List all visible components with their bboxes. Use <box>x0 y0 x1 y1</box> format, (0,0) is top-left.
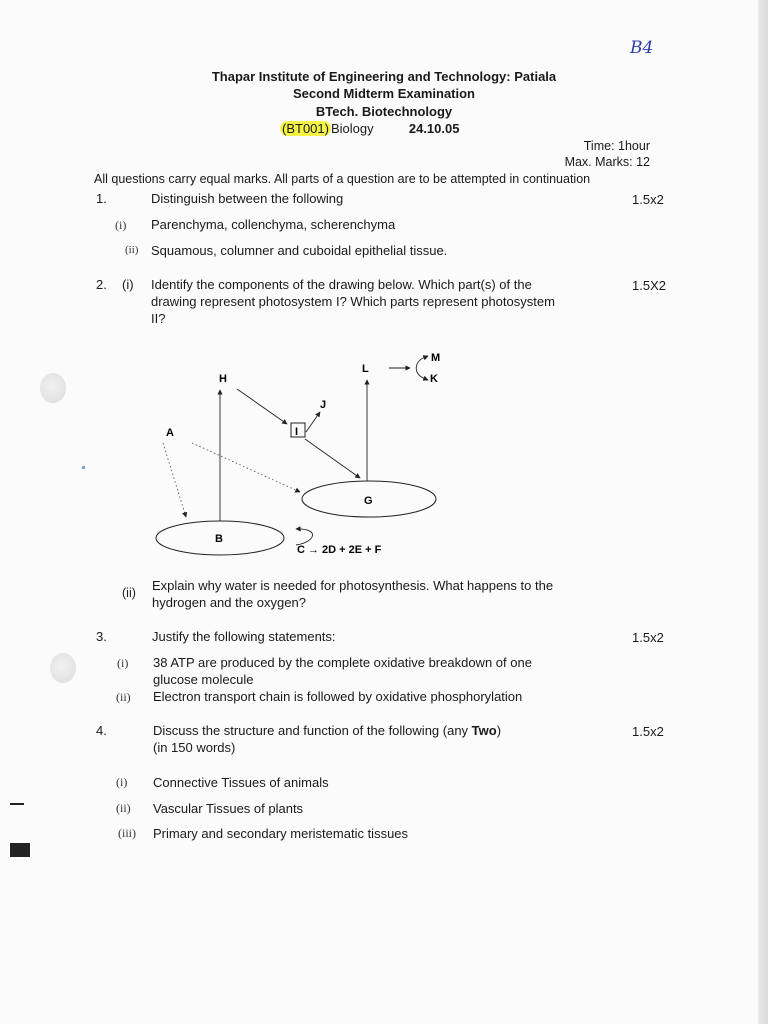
q4-part-text: Vascular Tissues of plants <box>153 801 304 816</box>
arrow-h-to-i <box>237 389 287 424</box>
q3-part-line: glucose molecule <box>153 672 254 687</box>
q3-part-line: Electron transport chain is followed by oxidative phosphorylation <box>153 689 523 704</box>
arrow-i-to-g <box>305 439 360 478</box>
q1-text: Distinguish between the following <box>151 191 344 206</box>
label-g: G <box>364 495 373 507</box>
q2-number: 2. <box>96 277 107 292</box>
bracket-m-k <box>416 357 426 379</box>
label-j: J <box>320 399 327 411</box>
q1-part-text: Parenchyma, collenchyma, scherenchyma <box>151 217 396 232</box>
label-h: H <box>219 373 227 385</box>
q4-part-text: Connective Tissues of animals <box>153 775 329 790</box>
q4-part-label: (ii) <box>116 801 131 815</box>
instructions: All questions carry equal marks. All parts of a question are to be attempted in continuation <box>94 172 591 186</box>
q2-text-line: II? <box>151 311 166 326</box>
q1-part-label: (i) <box>115 218 127 232</box>
dotted-arrow-a-to-g <box>192 443 300 492</box>
q1-marks: 1.5x2 <box>632 192 664 207</box>
q4-marks: 1.5x2 <box>632 724 664 739</box>
label-equation: C → 2D + 2E + F <box>297 544 382 556</box>
q3-number: 3. <box>96 629 107 644</box>
q3-marks: 1.5x2 <box>632 630 664 645</box>
time-allowed: Time: 1hour <box>583 139 650 153</box>
q1-part-text: Squamous, columner and cuboidal epithelial tissue. <box>151 243 448 258</box>
q3-part-label: (i) <box>117 656 129 670</box>
q4-part-label: (iii) <box>118 826 136 840</box>
label-i: I <box>295 426 299 438</box>
q3-part-label: (ii) <box>116 690 131 704</box>
exam-date: 24.10.05 <box>408 121 460 136</box>
exam-title: Second Midterm Examination <box>292 86 476 101</box>
q3-part-line: 38 ATP are produced by the complete oxidative breakdown of one <box>153 655 532 670</box>
label-a: A <box>166 427 174 439</box>
course-name: Biology <box>330 121 374 136</box>
q1-part-label: (ii) <box>125 244 139 256</box>
q4-number: 4. <box>96 723 107 738</box>
dotted-arrow-a-to-b <box>163 443 186 517</box>
label-m: M <box>431 352 441 364</box>
q4-text: Discuss the structure and function of the following (any Two) <box>153 723 502 738</box>
q2-marks: 1.5X2 <box>632 278 666 293</box>
max-marks: Max. Marks: 12 <box>564 155 650 169</box>
q4-subtext: (in 150 words) <box>153 740 236 755</box>
q4-part-label: (i) <box>116 775 128 789</box>
q2-part-label: (i) <box>122 277 134 292</box>
arrow-c-to-b <box>296 529 313 545</box>
q2-part2-line: hydrogen and the oxygen? <box>152 595 306 610</box>
q2-text-line: drawing represent photosystem I? Which parts represent photosystem <box>151 294 555 309</box>
program-title: BTech. Biotechnology <box>315 104 453 119</box>
q4-part-text: Primary and secondary meristematic tissues <box>153 826 409 841</box>
q3-text: Justify the following statements: <box>152 629 336 644</box>
label-b: B <box>215 533 223 545</box>
course-code: (BT001) <box>282 121 329 136</box>
label-k: K <box>430 373 438 385</box>
label-l: L <box>362 363 369 375</box>
handwritten-note: B4 <box>630 38 654 58</box>
q1-number: 1. <box>96 191 107 206</box>
q2-text-line: Identify the components of the drawing below. Which part(s) of the <box>151 277 532 292</box>
arrow-i-to-j <box>306 412 320 432</box>
q2-part-label: (ii) <box>122 586 136 600</box>
q2-part2-line: Explain why water is needed for photosynthesis. What happens to the <box>152 578 554 593</box>
institute-title: Thapar Institute of Engineering and Technology: Patiala <box>211 69 557 84</box>
